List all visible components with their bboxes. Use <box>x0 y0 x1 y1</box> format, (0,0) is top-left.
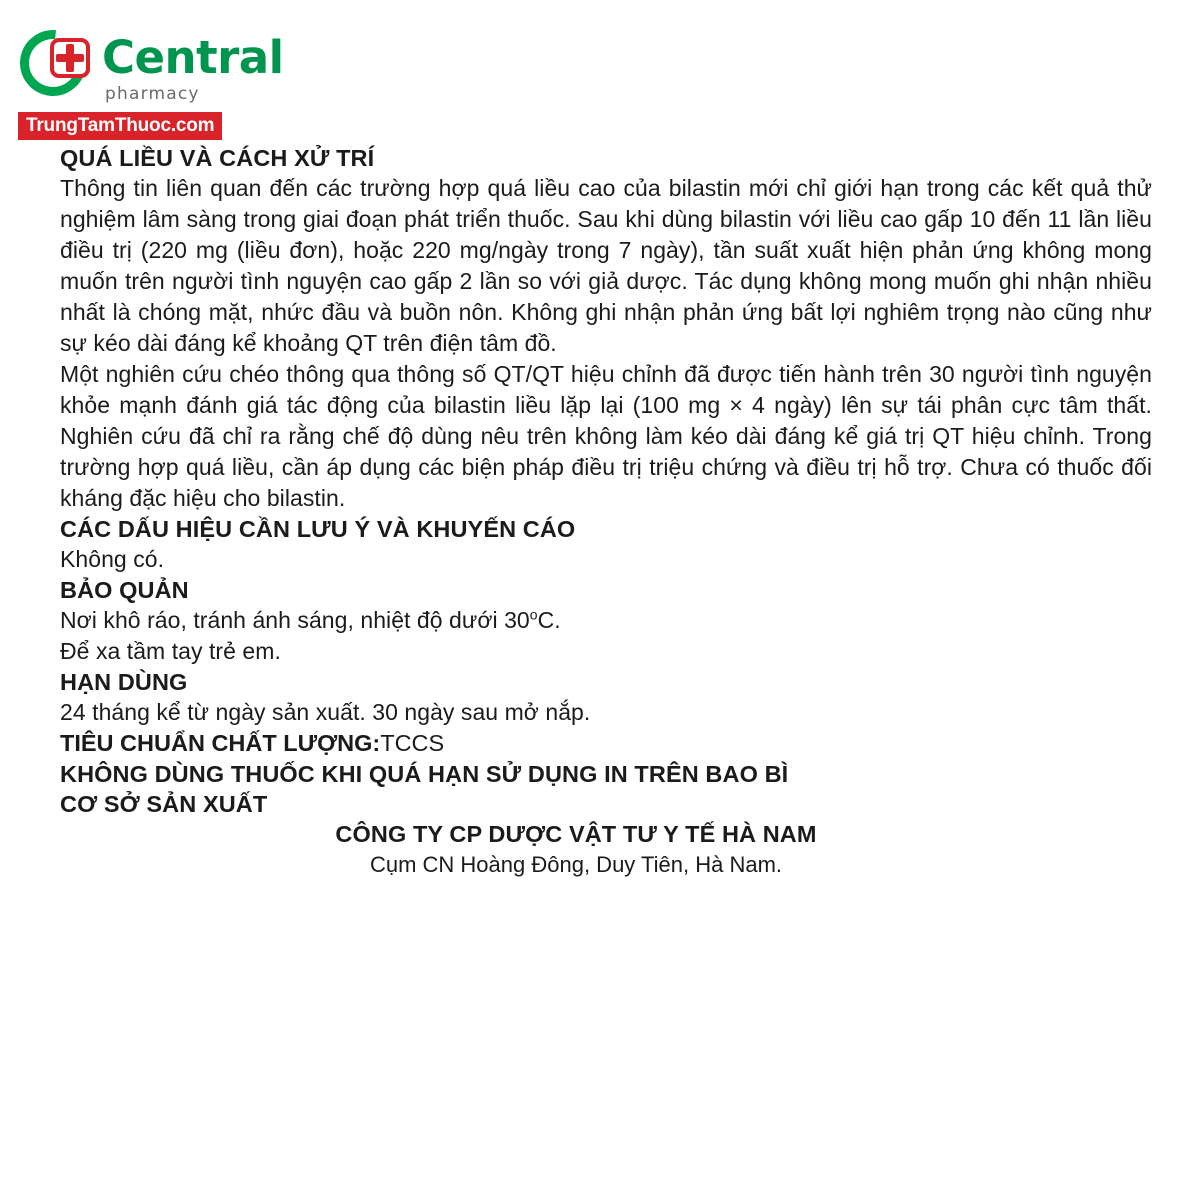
quality-standard-value: TCCS <box>380 730 445 756</box>
quality-standard-label: TIÊU CHUẨN CHẤT LƯỢNG: <box>60 730 381 756</box>
section-paragraph-storage-1: Nơi khô ráo, tránh ánh sáng, nhiệt độ dưới 30$^o$C. <box>60 606 561 633</box>
leaflet-text <box>60 143 1152 880</box>
section-heading-storage: BẢO QUẢN <box>60 577 189 603</box>
section-heading-warnings: CÁC DẤU HIỆU CẦN LƯU Ý VÀ KHUYẾN CÁO <box>60 516 576 542</box>
brand-subtitle: pharmacy <box>105 84 200 104</box>
section-paragraph-warnings-1: Không có. <box>60 546 165 572</box>
logo-cross-horizontal-icon <box>56 54 84 62</box>
brand-name: Central <box>102 31 284 84</box>
manufacturer-heading: CƠ SỞ SẢN XUẤT <box>60 791 268 817</box>
section-paragraph-overdose-1: Thông tin liên quan đến các trường hợp quá liều cao của bilastin mới chỉ giới hạn trong các kết quả thử nghiệm lâm sàng trong giai đoạn phát triển thuốc. Sau khi dùng bilastin với liều cao gấp 10 đến 11 lần liều điều trị (220 mg (liều đơn), hoặc 220 mg/ngày trong 7 ngày), tần suất xuất hiện phản ứng không mong muốn trên người tình nguyện cao gấp 2 lần so với giả dược. Tác dụng không mong muốn ghi nhận nhiều nhất là chóng mặt, nhức đầu và buồn nôn. Không ghi nhận phản ứng bất lợi nghiêm trọng nào cũng như sự kéo dài đáng kể khoảng QT trên điện tâm đồ. <box>60 175 1152 356</box>
manufacturer-address: Cụm CN Hoàng Đông, Duy Tiên, Hà Nam. <box>369 852 783 877</box>
section-heading-overdose: QUÁ LIỀU VÀ CÁCH XỬ TRÍ <box>60 145 375 171</box>
section-paragraph-storage-2: Để xa tầm tay trẻ em. <box>60 638 281 664</box>
central-pharmacy-logo-icon <box>20 30 92 102</box>
section-heading-shelf-life: HẠN DÙNG <box>60 669 188 695</box>
quality-standard-row <box>60 728 1152 759</box>
section-paragraph-overdose-2: Một nghiên cứu chéo thông qua thông số QT/QT hiệu chỉnh đã được tiến hành trên 30 người tình nguyện khỏe mạnh đánh giá tác động của bilastin liều lặp lại (100 mg × 4 ngày) lên sự tái phân cực tâm thất. Nghiên cứu đã chỉ ra rằng chế độ dùng nêu trên không làm kéo dài đáng kể giá trị QT hiệu chỉnh. Trong trường hợp quá liều, cần áp dụng các biện pháp điều trị triệu chứng và điều trị hỗ trợ. Chưa có thuốc đối kháng đặc hiệu cho bilastin. <box>60 361 1152 511</box>
site-watermark: TrungTamThuoc.com <box>18 112 222 140</box>
section-paragraph-shelf-life-1: 24 tháng kể từ ngày sản xuất. 30 ngày sau mở nắp. <box>60 699 591 725</box>
expiry-warning: KHÔNG DÙNG THUỐC KHI QUÁ HẠN SỬ DỤNG IN TRÊN BAO BÌ <box>60 761 789 787</box>
manufacturer-name: CÔNG TY CP DƯỢC VẬT TƯ Y TẾ HÀ NAM <box>335 821 817 847</box>
brand-wordmark <box>102 31 422 104</box>
